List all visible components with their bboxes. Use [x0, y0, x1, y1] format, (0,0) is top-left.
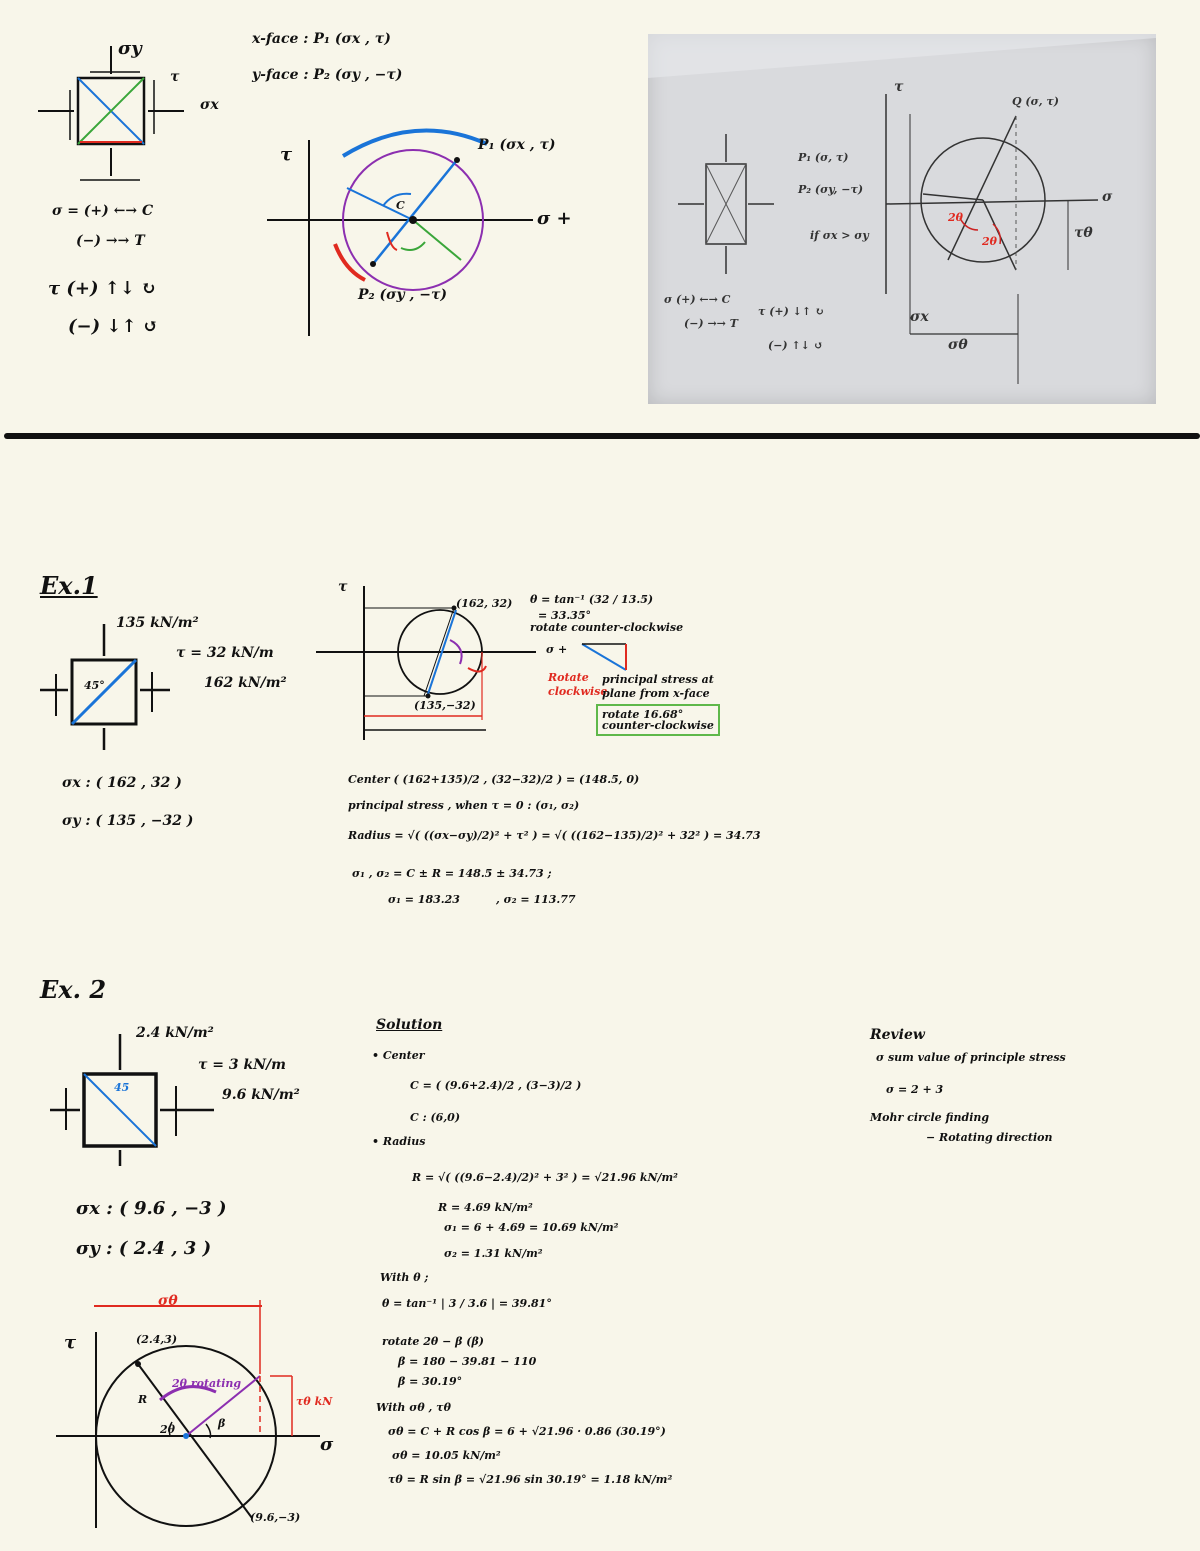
ex1-sigma12: σ₁ , σ₂ = C ± R = 148.5 ± 34.73 ;: [352, 867, 552, 880]
stress-element-top: [30, 30, 270, 220]
ex1-center-eq: Center ( (162+135)/2 , (32−32)/2 ) = (148.5, 0): [348, 773, 640, 786]
review-line3: Mohr circle finding: [870, 1111, 990, 1124]
section-divider: [4, 433, 1200, 439]
ex2-sigma-x: σx : ( 9.6 , −3 ): [76, 1198, 227, 1219]
ex2-two-theta: 2θ: [160, 1423, 175, 1436]
board-tau-axis: τ: [894, 79, 904, 95]
board-2theta: 2θ: [948, 211, 963, 224]
ex2-step7: τθ = R sin β = √21.96 sin 30.19° = 1.18 kN/m²: [388, 1473, 673, 1486]
ex1-principal-note: principal stress , when τ = 0 : (σ₁, σ₂): [348, 799, 580, 812]
ex2-step1: rotate 2θ − β (β): [382, 1335, 484, 1348]
ex2-point-bottom: (9.6,−3): [250, 1511, 301, 1524]
tau-label: τ: [170, 69, 180, 85]
board-tau-theta: τθ: [1074, 225, 1093, 241]
ex2-mohr-circle: [56, 1293, 336, 1536]
ex1-note-value: = 33.35°: [538, 609, 591, 622]
ex1-note-plane: plane from x-face: [602, 687, 710, 700]
board-sigma-axis: σ: [1102, 189, 1113, 205]
ex1-note-clockwise-red: clockwise: [548, 685, 608, 698]
ex1-stress-element: [36, 620, 216, 760]
ex2-step6: σθ = 10.05 kN/m²: [392, 1449, 501, 1462]
board-tau-neg: (−) ↑↓ ↺: [768, 339, 823, 352]
board-sigma-x: σx: [910, 309, 929, 325]
face-x-note: x-face : P₁ (σx , τ): [252, 31, 391, 47]
ex1-load-right: 162 kN/m²: [204, 675, 287, 691]
board-sigma-theta: σθ: [948, 337, 968, 353]
ex1-note-principal: principal stress at: [602, 673, 714, 686]
review-line4: − Rotating direction: [926, 1131, 1053, 1144]
ex2-center-val: C : (6,0): [410, 1111, 461, 1124]
sigma-x-label: σx: [200, 97, 219, 113]
ex2-step3: β = 30.19°: [398, 1375, 463, 1388]
ex2-sigma1: σ₁ = 6 + 4.69 = 10.69 kN/m²: [444, 1221, 619, 1234]
ex1-sigma-y: σy : ( 135 , −32 ): [62, 813, 194, 829]
sigma-y-label: σy: [118, 38, 142, 59]
convention-tau-pos: τ (+) ↑↓ ↻: [48, 278, 157, 299]
ex1-point-bottom: (135,−32): [414, 699, 476, 712]
ex1-boxed-line2: counter-clockwise: [602, 719, 714, 732]
ex2-center-eq: C = ( (9.6+2.4)/2 , (3−3)/2 ): [410, 1079, 582, 1092]
axis-tau-label: τ: [280, 144, 293, 165]
review-title: Review: [870, 1027, 925, 1043]
ex1-note-theta: θ = tan⁻¹ (32 / 13.5): [530, 593, 654, 606]
face-y-note: y-face : P₂ (σy , −τ): [252, 67, 403, 83]
ex2-angle: 45: [114, 1081, 130, 1094]
ex2-radius-eq: R = √( ((9.6−2.4)/2)² + 3² ) = √21.96 kN/m²: [412, 1171, 678, 1184]
board-sigma-t: (−) →→ T: [684, 317, 738, 330]
point-p1: P₁ (σx , τ): [478, 137, 556, 153]
axis-sigma-label: σ +: [537, 208, 572, 229]
ex2-axis-tau: τ: [64, 1332, 77, 1353]
ex2-sigma2: σ₂ = 1.31 kN/m²: [444, 1247, 543, 1260]
ex1-radius-eq: Radius = √( ((σx−σy)/2)² + τ² ) = √( ((162−135)/2)² + 32² ) = 34.73: [348, 829, 761, 842]
ex2-center-label: • Center: [372, 1049, 425, 1062]
ex2-radius-label: • Radius: [372, 1135, 426, 1148]
convention-sigma-neg: (−) →→ T: [76, 233, 145, 249]
board-tau-pos: τ (+) ↓↑ ↻: [758, 305, 825, 318]
ex1-sigma1: σ₁ = 183.23: [388, 893, 460, 906]
center-c: C: [396, 199, 405, 212]
board-q-point: Q (σ, τ): [1012, 95, 1059, 108]
ex2-load-right: 9.6 kN/m²: [222, 1087, 300, 1103]
board-condition: if σx > σy: [810, 229, 869, 242]
ex2-radius-val: R = 4.69 kN/m²: [438, 1201, 533, 1214]
board-p2: P₂ (σy, −τ): [798, 183, 864, 196]
ex2-rotating: 2θ rotating: [172, 1377, 242, 1390]
ex2-theta-eq: θ = tan⁻¹ | 3 / 3.6 | = 39.81°: [382, 1297, 552, 1310]
convention-tau-neg: (−) ↓↑ ↺: [68, 316, 158, 337]
ex1-axis-sigma: σ +: [546, 643, 568, 656]
ex1-load-top: 135 kN/m²: [116, 615, 199, 631]
ex2-radius-mark: R: [138, 1393, 148, 1406]
ex1-point-top: (162, 32): [456, 597, 513, 610]
ex2-graph-sigma-theta: σθ: [158, 1293, 178, 1309]
ex2-load-top: 2.4 kN/m²: [136, 1025, 214, 1041]
ex1-angle: 45°: [84, 679, 105, 692]
ex1-note-rotate: rotate counter-clockwise: [530, 621, 684, 634]
ex2-step4: With σθ , τθ: [376, 1401, 451, 1414]
ex1-boxed-answer: [596, 704, 720, 736]
ex2-sigma-y: σy : ( 2.4 , 3 ): [76, 1238, 212, 1259]
ex1-shear: τ = 32 kN/m: [176, 645, 274, 661]
ex2-step2: β = 180 − 39.81 − 110: [398, 1355, 537, 1368]
whiteboard-photo: [648, 34, 1156, 404]
ex2-solution-title: Solution: [376, 1017, 443, 1033]
ex1-sigma2: , σ₂ = 113.77: [496, 893, 576, 906]
ex1-note-rotate-red: Rotate: [548, 671, 589, 684]
review-line1: σ sum value of principle stress: [876, 1051, 1066, 1064]
ex1-boxed-line1: rotate 16.68°: [602, 708, 684, 721]
board-sigma-c: σ (+) ←→ C: [664, 293, 731, 306]
ex2-shear: τ = 3 kN/m: [198, 1057, 286, 1073]
ex1-title: Ex.1: [40, 571, 98, 600]
point-p2: P₂ (σy , −τ): [358, 287, 448, 303]
board-p1: P₁ (σ, τ): [798, 151, 849, 164]
review-line2: σ = 2 + 3: [886, 1083, 944, 1096]
ex2-axis-sigma: σ: [320, 1434, 334, 1455]
ex1-sigma-x: σx : ( 162 , 32 ): [62, 775, 182, 791]
ex2-title: Ex. 2: [40, 975, 107, 1004]
board-2theta-b: 2θ: [982, 235, 997, 248]
ex2-beta: β: [218, 1417, 226, 1430]
ex2-stress-element: [44, 1030, 234, 1170]
convention-sigma-pos: σ = (+) ←→ C: [52, 203, 154, 219]
ex2-theta-label: With θ ;: [380, 1271, 429, 1284]
ex2-point-top: (2.4,3): [136, 1333, 178, 1346]
ex2-tau-theta: τθ kN: [296, 1395, 333, 1408]
ex1-axis-tau: τ: [338, 579, 348, 595]
ex2-step5: σθ = C + R cos β = 6 + √21.96 · 0.86 (30.19°): [388, 1425, 666, 1438]
mohr-circle-top: [265, 120, 565, 340]
